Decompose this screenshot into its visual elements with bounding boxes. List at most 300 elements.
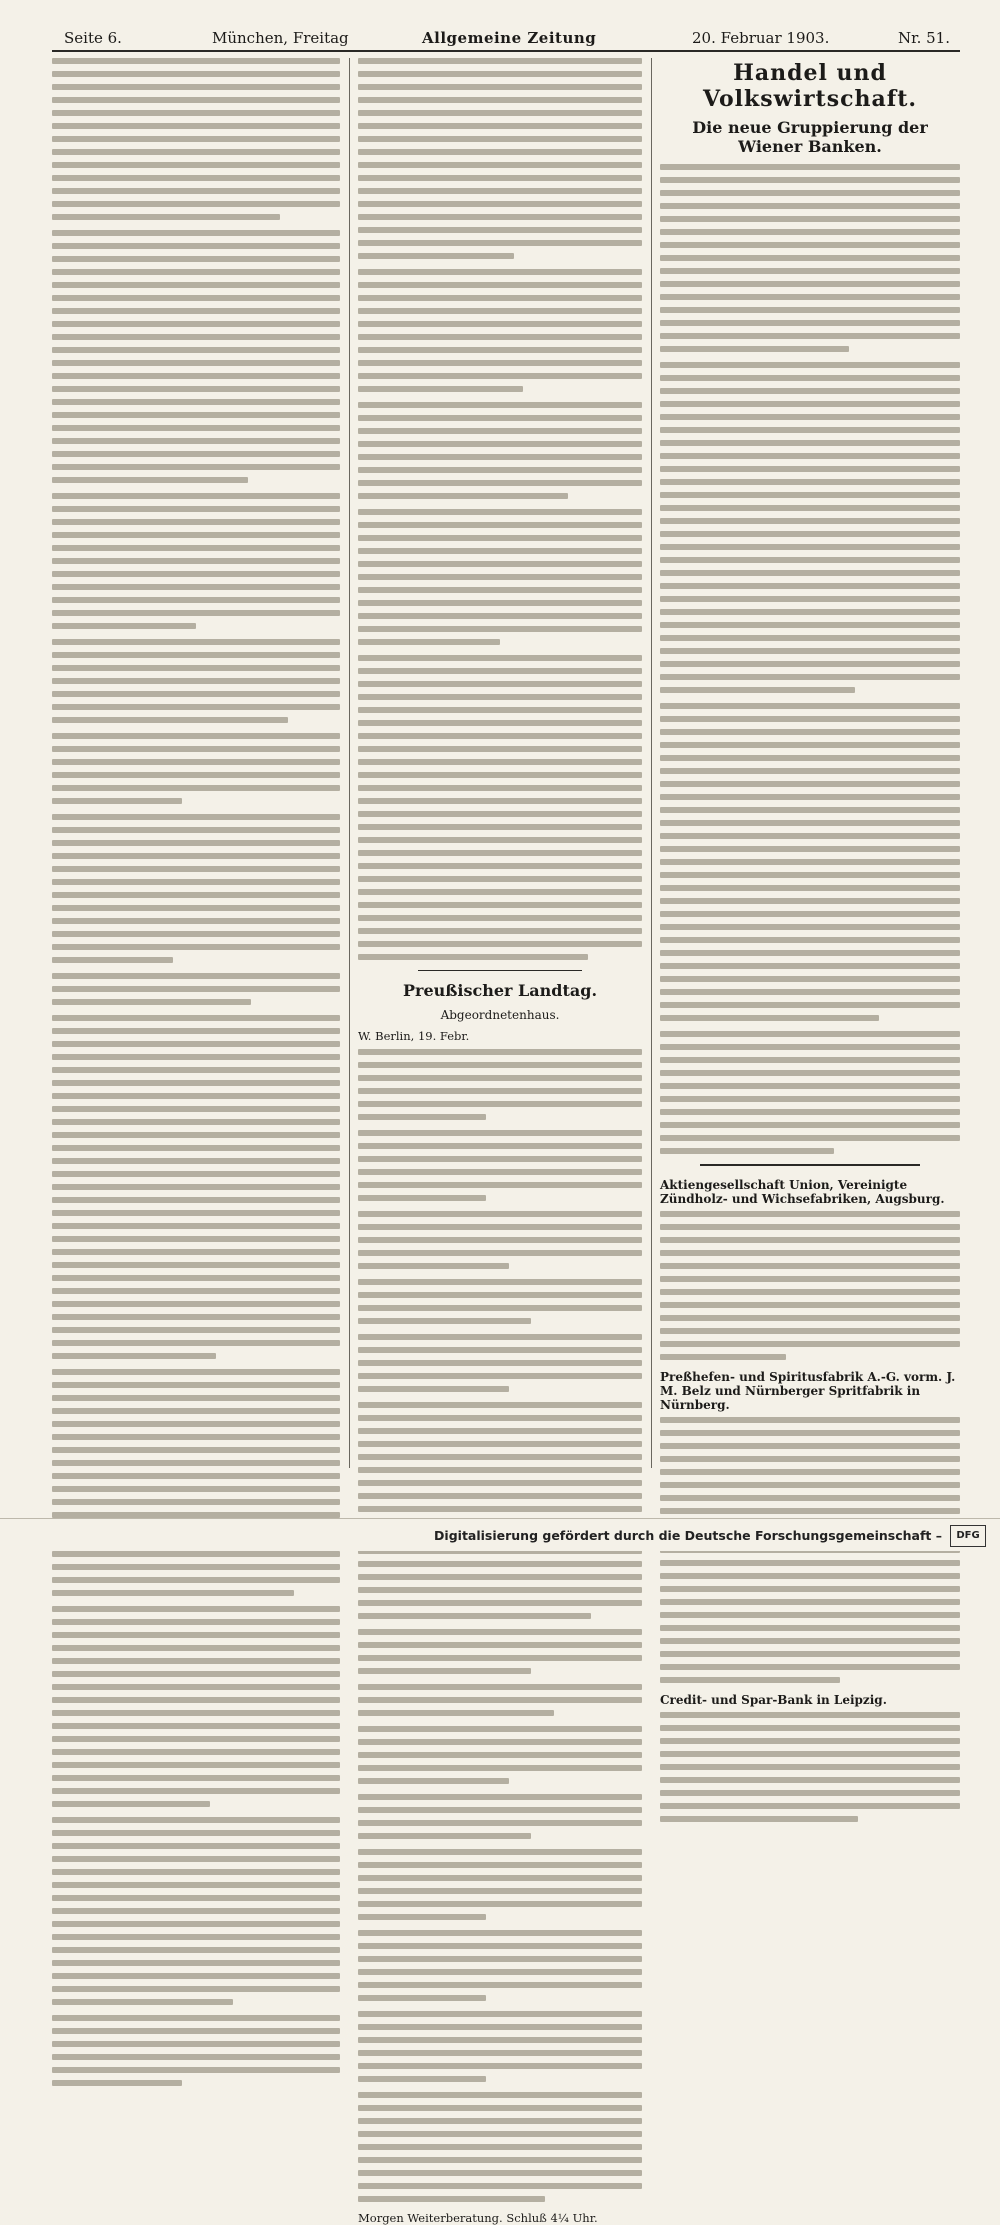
text-line-placeholder	[52, 230, 340, 236]
section-subheading: Abgeordnetenhaus.	[440, 1008, 560, 1022]
text-line-placeholder	[52, 532, 340, 538]
text-line-placeholder	[660, 1237, 960, 1243]
text-line-placeholder	[52, 999, 251, 1005]
text-line-placeholder	[358, 2144, 642, 2150]
text-line-placeholder	[52, 214, 280, 220]
text-line-placeholder	[358, 149, 642, 155]
text-line-placeholder	[52, 665, 340, 671]
text-line-placeholder	[660, 1599, 960, 1605]
text-line-placeholder	[358, 402, 642, 408]
page-header	[52, 24, 960, 52]
text-line-placeholder	[52, 814, 340, 820]
column-text-block	[660, 164, 960, 1154]
text-line-placeholder	[52, 438, 340, 444]
text-line-placeholder	[660, 1430, 960, 1436]
text-line-placeholder	[358, 613, 642, 619]
text-line-placeholder	[52, 1882, 340, 1888]
section-heading: Handel und Volkswirtschaft.	[702, 60, 918, 112]
text-line-placeholder	[52, 425, 340, 431]
text-line-placeholder	[52, 175, 340, 181]
text-line-placeholder	[358, 746, 642, 752]
text-line-placeholder	[52, 1314, 340, 1320]
text-line-placeholder	[52, 1473, 340, 1479]
text-line-placeholder	[660, 648, 960, 654]
text-line-placeholder	[660, 1651, 960, 1657]
text-line-placeholder	[358, 58, 642, 64]
text-line-placeholder	[358, 493, 568, 499]
text-line-placeholder	[358, 707, 642, 713]
text-line-placeholder	[52, 918, 340, 924]
text-line-placeholder	[358, 1969, 642, 1975]
text-line-placeholder	[52, 2028, 340, 2034]
text-line-placeholder	[52, 1041, 340, 1047]
text-line-placeholder	[660, 1573, 960, 1579]
text-line-placeholder	[660, 742, 960, 748]
text-line-placeholder	[52, 1697, 340, 1703]
text-line-placeholder	[52, 1775, 340, 1781]
text-line-placeholder	[358, 1574, 642, 1580]
text-line-placeholder	[660, 859, 960, 865]
text-line-placeholder	[358, 2183, 642, 2189]
text-line-placeholder	[358, 1305, 642, 1311]
text-line-placeholder	[358, 1778, 509, 1784]
text-line-placeholder	[52, 1382, 340, 1388]
text-line-placeholder	[358, 175, 642, 181]
text-line-placeholder	[660, 1586, 960, 1592]
text-line-placeholder	[660, 872, 960, 878]
text-line-placeholder	[358, 360, 642, 366]
text-line-placeholder	[358, 876, 642, 882]
text-line-placeholder	[52, 1015, 340, 1021]
text-line-placeholder	[358, 1182, 642, 1188]
text-line-placeholder	[660, 1417, 960, 1423]
text-line-placeholder	[358, 480, 642, 486]
text-line-placeholder	[52, 1895, 340, 1901]
text-line-placeholder	[52, 2054, 340, 2060]
text-line-placeholder	[52, 905, 340, 911]
text-line-placeholder	[660, 687, 855, 693]
text-line-placeholder	[358, 1901, 642, 1907]
text-line-placeholder	[660, 1495, 960, 1501]
text-line-placeholder	[52, 1960, 340, 1966]
text-line-placeholder	[52, 853, 340, 859]
text-line-placeholder	[358, 522, 642, 528]
text-line-placeholder	[358, 574, 642, 580]
text-line-placeholder	[358, 759, 642, 765]
funding-note: Digitalisierung gefördert durch die Deutsche Forschungsgemeinschaft –	[434, 1528, 942, 1543]
text-line-placeholder	[660, 1677, 840, 1683]
text-line-placeholder	[52, 746, 340, 752]
text-line-placeholder	[660, 531, 960, 537]
text-line-placeholder	[660, 768, 960, 774]
text-line-placeholder	[660, 453, 960, 459]
text-line-placeholder	[358, 720, 642, 726]
text-line-placeholder	[52, 1093, 340, 1099]
text-line-placeholder	[358, 1143, 642, 1149]
text-line-placeholder	[52, 1856, 340, 1862]
text-line-placeholder	[52, 1658, 340, 1664]
text-line-placeholder	[358, 1493, 642, 1499]
text-line-placeholder	[52, 1275, 340, 1281]
text-line-placeholder	[52, 321, 340, 327]
text-line-placeholder	[660, 716, 960, 722]
text-line-placeholder	[358, 772, 642, 778]
text-line-placeholder	[52, 84, 340, 90]
text-line-placeholder	[660, 164, 960, 170]
text-line-placeholder	[660, 794, 960, 800]
text-line-placeholder	[52, 957, 173, 963]
text-line-placeholder	[358, 2011, 642, 2017]
text-line-placeholder	[660, 1224, 960, 1230]
text-line-placeholder	[660, 255, 960, 261]
text-line-placeholder	[52, 295, 340, 301]
text-line-placeholder	[660, 674, 960, 680]
text-line-placeholder	[358, 1726, 642, 1732]
text-line-placeholder	[52, 1421, 340, 1427]
text-line-placeholder	[660, 911, 960, 917]
text-line-placeholder	[52, 597, 340, 603]
text-line-placeholder	[358, 509, 642, 515]
text-line-placeholder	[358, 1402, 642, 1408]
text-line-placeholder	[52, 652, 340, 658]
text-line-placeholder	[52, 1934, 340, 1940]
city-and-day: München, Freitag	[212, 29, 349, 47]
text-line-placeholder	[52, 1869, 340, 1875]
text-line-placeholder	[660, 833, 960, 839]
text-line-placeholder	[358, 2050, 642, 2056]
text-line-placeholder	[358, 1250, 642, 1256]
text-line-placeholder	[52, 1184, 340, 1190]
text-line-placeholder	[660, 820, 960, 826]
text-line-placeholder	[52, 1408, 340, 1414]
text-line-placeholder	[358, 928, 642, 934]
text-line-placeholder	[52, 798, 182, 804]
text-line-placeholder	[660, 1751, 960, 1757]
text-line-placeholder	[660, 1664, 960, 1670]
text-line-placeholder	[52, 464, 340, 470]
text-line-placeholder	[358, 321, 642, 327]
text-line-placeholder	[52, 772, 340, 778]
text-line-placeholder	[660, 885, 960, 891]
text-line-placeholder	[358, 2063, 642, 2069]
column-reichstag-debate	[52, 58, 340, 1468]
text-line-placeholder	[52, 1486, 340, 1492]
text-line-placeholder	[660, 1777, 960, 1783]
text-line-placeholder	[660, 388, 960, 394]
text-line-placeholder	[660, 1443, 960, 1449]
text-line-placeholder	[660, 492, 960, 498]
text-line-placeholder	[660, 1302, 960, 1308]
text-line-placeholder	[660, 1015, 879, 1021]
text-line-placeholder	[358, 535, 642, 541]
text-line-placeholder	[358, 1995, 486, 2001]
text-line-placeholder	[660, 1250, 960, 1256]
text-line-placeholder	[660, 544, 960, 550]
text-line-placeholder	[52, 308, 340, 314]
text-line-placeholder	[358, 201, 642, 207]
text-line-placeholder	[52, 892, 340, 898]
text-line-placeholder	[358, 733, 642, 739]
text-line-placeholder	[52, 97, 340, 103]
text-line-placeholder	[660, 203, 960, 209]
text-line-placeholder	[660, 622, 960, 628]
text-line-placeholder	[52, 1606, 340, 1612]
text-line-placeholder	[660, 320, 960, 326]
text-line-placeholder	[358, 1642, 642, 1648]
text-line-placeholder	[358, 1049, 642, 1055]
text-line-placeholder	[660, 950, 960, 956]
text-line-placeholder	[660, 1612, 960, 1618]
text-line-placeholder	[358, 1820, 642, 1826]
text-line-placeholder	[52, 1986, 340, 1992]
text-line-placeholder	[358, 240, 642, 246]
text-line-placeholder	[660, 427, 960, 433]
text-line-placeholder	[52, 1353, 216, 1359]
text-line-placeholder	[660, 1070, 960, 1076]
column-rule	[651, 58, 652, 1468]
text-line-placeholder	[358, 1428, 642, 1434]
text-line-placeholder	[660, 609, 960, 615]
text-line-placeholder	[358, 441, 642, 447]
text-line-placeholder	[358, 71, 642, 77]
text-line-placeholder	[52, 282, 340, 288]
text-line-placeholder	[52, 110, 340, 116]
text-line-placeholder	[358, 1224, 642, 1230]
text-line-placeholder	[358, 415, 642, 421]
text-line-placeholder	[660, 375, 960, 381]
text-line-placeholder	[52, 1054, 340, 1060]
text-line-placeholder	[52, 1817, 340, 1823]
text-line-placeholder	[358, 1467, 642, 1473]
text-line-placeholder	[52, 1249, 340, 1255]
text-line-placeholder	[358, 1130, 642, 1136]
text-line-placeholder	[52, 1551, 340, 1557]
text-line-placeholder	[52, 973, 340, 979]
text-line-placeholder	[52, 704, 340, 710]
text-line-placeholder	[660, 1816, 858, 1822]
text-line-placeholder	[660, 1057, 960, 1063]
text-line-placeholder	[52, 506, 340, 512]
text-line-placeholder	[660, 937, 960, 943]
text-line-placeholder	[660, 1276, 960, 1282]
text-line-placeholder	[52, 1106, 340, 1112]
text-line-placeholder	[52, 373, 340, 379]
text-line-placeholder	[358, 626, 642, 632]
text-line-placeholder	[358, 1506, 642, 1512]
text-line-placeholder	[358, 1211, 642, 1217]
text-line-placeholder	[52, 136, 340, 142]
text-line-placeholder	[358, 1454, 642, 1460]
text-line-placeholder	[358, 1347, 642, 1353]
text-line-placeholder	[358, 308, 642, 314]
text-line-placeholder	[358, 941, 642, 947]
text-line-placeholder	[52, 545, 340, 551]
text-line-placeholder	[358, 798, 642, 804]
text-line-placeholder	[358, 1697, 642, 1703]
text-line-placeholder	[52, 1028, 340, 1034]
text-line-placeholder	[660, 268, 960, 274]
text-line-placeholder	[52, 1684, 340, 1690]
text-line-placeholder	[660, 414, 960, 420]
text-line-placeholder	[358, 1875, 642, 1881]
text-line-placeholder	[660, 294, 960, 300]
text-line-placeholder	[358, 97, 642, 103]
text-line-placeholder	[52, 1843, 340, 1849]
text-line-placeholder	[52, 1908, 340, 1914]
text-line-placeholder	[660, 1211, 960, 1217]
text-line-placeholder	[52, 827, 340, 833]
text-line-placeholder	[358, 1739, 642, 1745]
text-line-placeholder	[52, 399, 340, 405]
text-line-placeholder	[358, 1849, 642, 1855]
text-line-placeholder	[358, 1765, 642, 1771]
column-text-block	[358, 58, 642, 960]
text-line-placeholder	[52, 1460, 340, 1466]
text-line-placeholder	[660, 1109, 960, 1115]
text-line-placeholder	[52, 759, 340, 765]
text-line-placeholder	[660, 281, 960, 287]
text-line-placeholder	[52, 558, 340, 564]
text-line-placeholder	[660, 755, 960, 761]
text-line-placeholder	[358, 850, 642, 856]
text-line-placeholder	[358, 136, 642, 142]
text-line-placeholder	[358, 1668, 531, 1674]
text-line-placeholder	[358, 1075, 642, 1081]
text-line-placeholder	[52, 1145, 340, 1151]
text-line-placeholder	[52, 256, 340, 262]
text-line-placeholder	[52, 149, 340, 155]
text-line-placeholder	[358, 269, 642, 275]
text-line-placeholder	[52, 944, 340, 950]
issue-number: Nr. 51.	[897, 29, 950, 47]
text-line-placeholder	[52, 2067, 340, 2073]
text-line-placeholder	[660, 1328, 960, 1334]
business-entry-title: Credit- und Spar-Bank in Leipzig.	[660, 1693, 887, 1707]
text-line-placeholder	[358, 1914, 486, 1920]
text-line-placeholder	[358, 639, 500, 645]
text-line-placeholder	[52, 1830, 340, 1836]
text-line-placeholder	[52, 1119, 340, 1125]
text-line-placeholder	[358, 2037, 642, 2043]
text-line-placeholder	[358, 668, 642, 674]
text-line-placeholder	[358, 1334, 642, 1340]
text-line-placeholder	[358, 1862, 642, 1868]
section-heading: Preußischer Landtag.	[402, 981, 598, 1000]
text-line-placeholder	[52, 1619, 340, 1625]
text-line-placeholder	[358, 2157, 642, 2163]
text-line-placeholder	[52, 451, 340, 457]
text-line-placeholder	[358, 1156, 642, 1162]
text-line-placeholder	[358, 915, 642, 921]
text-line-placeholder	[358, 1292, 642, 1298]
text-line-placeholder	[660, 190, 960, 196]
text-line-placeholder	[52, 1762, 340, 1768]
text-line-placeholder	[358, 2024, 642, 2030]
text-line-placeholder	[52, 1999, 233, 2005]
text-line-placeholder	[660, 846, 960, 852]
text-line-placeholder	[358, 694, 642, 700]
business-entry-title: Preßhefen- und Spiritusfabrik A.-G. vorm. J. M. Belz und Nürnberger Spritfabrik in Nürnberg.	[660, 1370, 956, 1412]
text-line-placeholder	[358, 1088, 642, 1094]
text-line-placeholder	[660, 1315, 960, 1321]
text-line-placeholder	[358, 1101, 642, 1107]
text-line-placeholder	[52, 386, 340, 392]
text-line-placeholder	[358, 1237, 642, 1243]
text-line-placeholder	[358, 2131, 642, 2137]
text-line-placeholder	[52, 1080, 340, 1086]
text-line-placeholder	[358, 1613, 591, 1619]
digitization-footer	[0, 1518, 1000, 1551]
text-line-placeholder	[660, 333, 960, 339]
text-line-placeholder	[52, 1288, 340, 1294]
text-line-placeholder	[52, 1395, 340, 1401]
text-line-placeholder	[660, 1031, 960, 1037]
text-line-placeholder	[358, 1360, 642, 1366]
text-line-placeholder	[660, 1725, 960, 1731]
text-line-placeholder	[358, 1807, 642, 1813]
text-line-placeholder	[660, 661, 960, 667]
text-line-placeholder	[358, 1956, 642, 1962]
text-line-placeholder	[358, 227, 642, 233]
text-line-placeholder	[358, 188, 642, 194]
text-line-placeholder	[660, 703, 960, 709]
text-line-placeholder	[52, 493, 340, 499]
text-line-placeholder	[660, 1122, 960, 1128]
text-line-placeholder	[358, 123, 642, 129]
text-line-placeholder	[660, 781, 960, 787]
text-line-placeholder	[660, 1790, 960, 1796]
text-line-placeholder	[660, 1625, 960, 1631]
text-line-placeholder	[52, 2080, 182, 2086]
text-line-placeholder	[660, 898, 960, 904]
text-line-placeholder	[358, 1629, 642, 1635]
text-line-placeholder	[52, 691, 340, 697]
text-line-placeholder	[52, 1710, 340, 1716]
text-line-placeholder	[52, 931, 340, 937]
text-line-placeholder	[358, 1888, 642, 1894]
column-text-block	[358, 1049, 642, 2202]
text-line-placeholder	[660, 976, 960, 982]
text-line-placeholder	[52, 1499, 340, 1505]
text-line-placeholder	[660, 1083, 960, 1089]
text-line-placeholder	[52, 639, 340, 645]
text-line-placeholder	[660, 229, 960, 235]
text-line-placeholder	[660, 362, 960, 368]
text-line-placeholder	[52, 610, 340, 616]
dateline: W. Berlin, 19. Febr.	[358, 1029, 470, 1043]
section-divider	[700, 1164, 920, 1166]
text-line-placeholder	[52, 123, 340, 129]
text-line-placeholder	[660, 1764, 960, 1770]
text-line-placeholder	[358, 1195, 486, 1201]
text-line-placeholder	[52, 71, 340, 77]
text-line-placeholder	[52, 1632, 340, 1638]
text-line-placeholder	[358, 1684, 642, 1690]
text-line-placeholder	[52, 1158, 340, 1164]
text-line-placeholder	[358, 162, 642, 168]
text-line-placeholder	[52, 1947, 340, 1953]
text-line-placeholder	[660, 557, 960, 563]
column-parliament	[358, 58, 642, 2225]
text-line-placeholder	[358, 902, 642, 908]
text-line-placeholder	[52, 866, 340, 872]
text-line-placeholder	[660, 1354, 786, 1360]
text-line-placeholder	[358, 334, 642, 340]
text-line-placeholder	[52, 162, 340, 168]
text-line-placeholder	[52, 1645, 340, 1651]
text-line-placeholder	[52, 58, 340, 64]
text-line-placeholder	[660, 1482, 960, 1488]
